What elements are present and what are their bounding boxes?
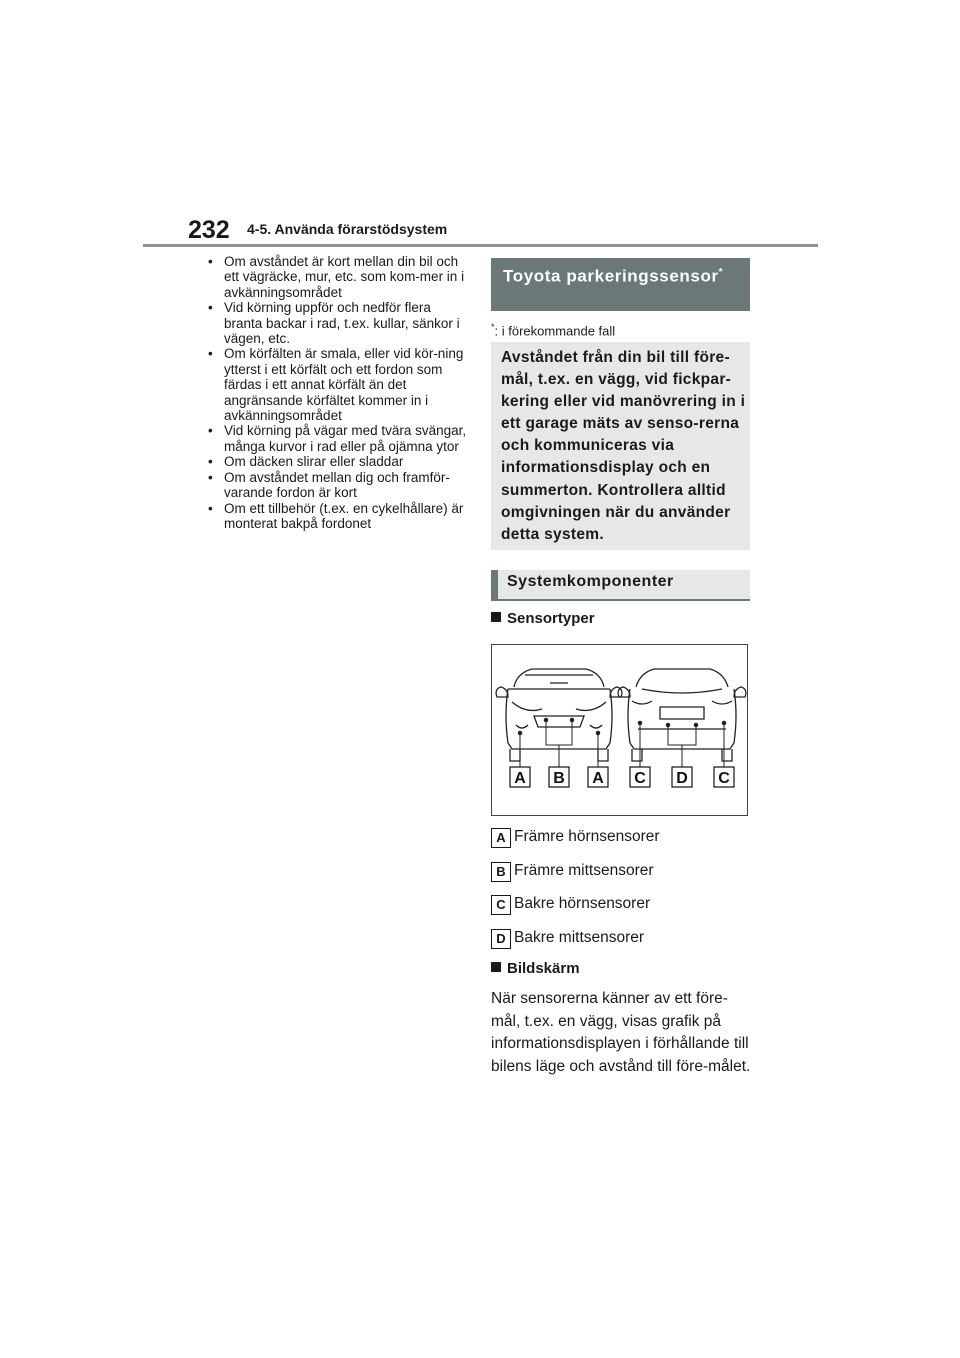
legend-label: Bakre mittsensorer (514, 929, 645, 946)
legend-label: Bakre hörnsensorer (514, 895, 651, 912)
footnote (491, 322, 615, 338)
sensor-diagram (492, 645, 749, 817)
page-number: 232 (188, 216, 230, 244)
square-bullet-icon (491, 612, 501, 622)
sensor-types-title: Sensortyper (507, 610, 595, 627)
feature-title-box (491, 258, 750, 311)
legend-letter: B (491, 862, 511, 882)
legend-letter: A (491, 828, 511, 848)
legend-letter: D (491, 929, 511, 949)
condition-list (207, 254, 469, 531)
list-item: • Om ett tillbehör (t.ex. en cykelhållare) är monterat bakpå fordonet (207, 501, 469, 532)
legend-letter: C (491, 895, 511, 915)
callout-label-d: D (676, 770, 688, 787)
display-heading (491, 960, 580, 977)
feature-title (503, 262, 723, 288)
system-components-title: Systemkomponenter (507, 573, 674, 590)
summary-box (491, 342, 750, 550)
list-item: • Om körfälten är smala, eller vid kör-ning ytterst i ett körfält och ett fordon som färdas i ett annat körfält än det angränsande körfältet kommer in i avkänningsområdet (207, 346, 469, 423)
footnote-marker: * (491, 322, 495, 332)
list-item: • Vid körning uppför och nedför flera branta backar i rad, t.ex. kullar, sänkor i vägen, etc. (207, 300, 469, 346)
feature-title-marker: * (718, 267, 724, 278)
figure-callout-labels (510, 767, 734, 787)
list-item: • Om avståndet mellan dig och framför-varande fordon är kort (207, 470, 469, 501)
callout-label-c: C (718, 770, 730, 787)
header-rule (143, 244, 818, 247)
footnote-text: : i förekommande fall (494, 323, 616, 339)
legend-label: Främre mittsensorer (514, 862, 654, 879)
callout-label-a: A (514, 770, 526, 787)
feature-title-text: Toyota parkeringssensor (503, 266, 719, 286)
callout-label-b: B (553, 770, 565, 787)
section-title: 4-5. Använda förarstödsystem (247, 221, 448, 237)
list-item: • Om däcken slirar eller sladdar (207, 454, 469, 469)
sensor-types-heading (491, 610, 595, 627)
callout-label-a: A (592, 770, 604, 787)
system-components-heading (491, 570, 750, 601)
callout-label-c: C (634, 770, 646, 787)
summary-text: Avståndet från din bil till före-mål, t.ex. en vägg, vid fickpar-kering eller vid manövrering in i ett garage mäts av senso-rerna och kommuniceras via informationsdisplay och en summerton. Kontrollera alltid omgivningen när du använder detta system. (501, 349, 746, 543)
display-description: När sensorerna känner av ett före-mål, t.ex. en vägg, visas grafik på informationsdisplayen i förhållande till bilens läge och avstånd till före-målet. (491, 990, 751, 1075)
legend-label: Främre hörnsensorer (514, 828, 660, 845)
display-title: Bildskärm (507, 960, 580, 977)
list-item: • Vid körning på vägar med tvära svängar, många kurvor i rad eller på ojämna ytor (207, 423, 469, 454)
sensor-figure (491, 644, 748, 816)
square-bullet-icon (491, 962, 501, 972)
list-item: • Om avståndet är kort mellan din bil och ett vägräcke, mur, etc. som kom-mer in i avkänningsområdet (207, 254, 469, 300)
left-column (207, 254, 469, 531)
